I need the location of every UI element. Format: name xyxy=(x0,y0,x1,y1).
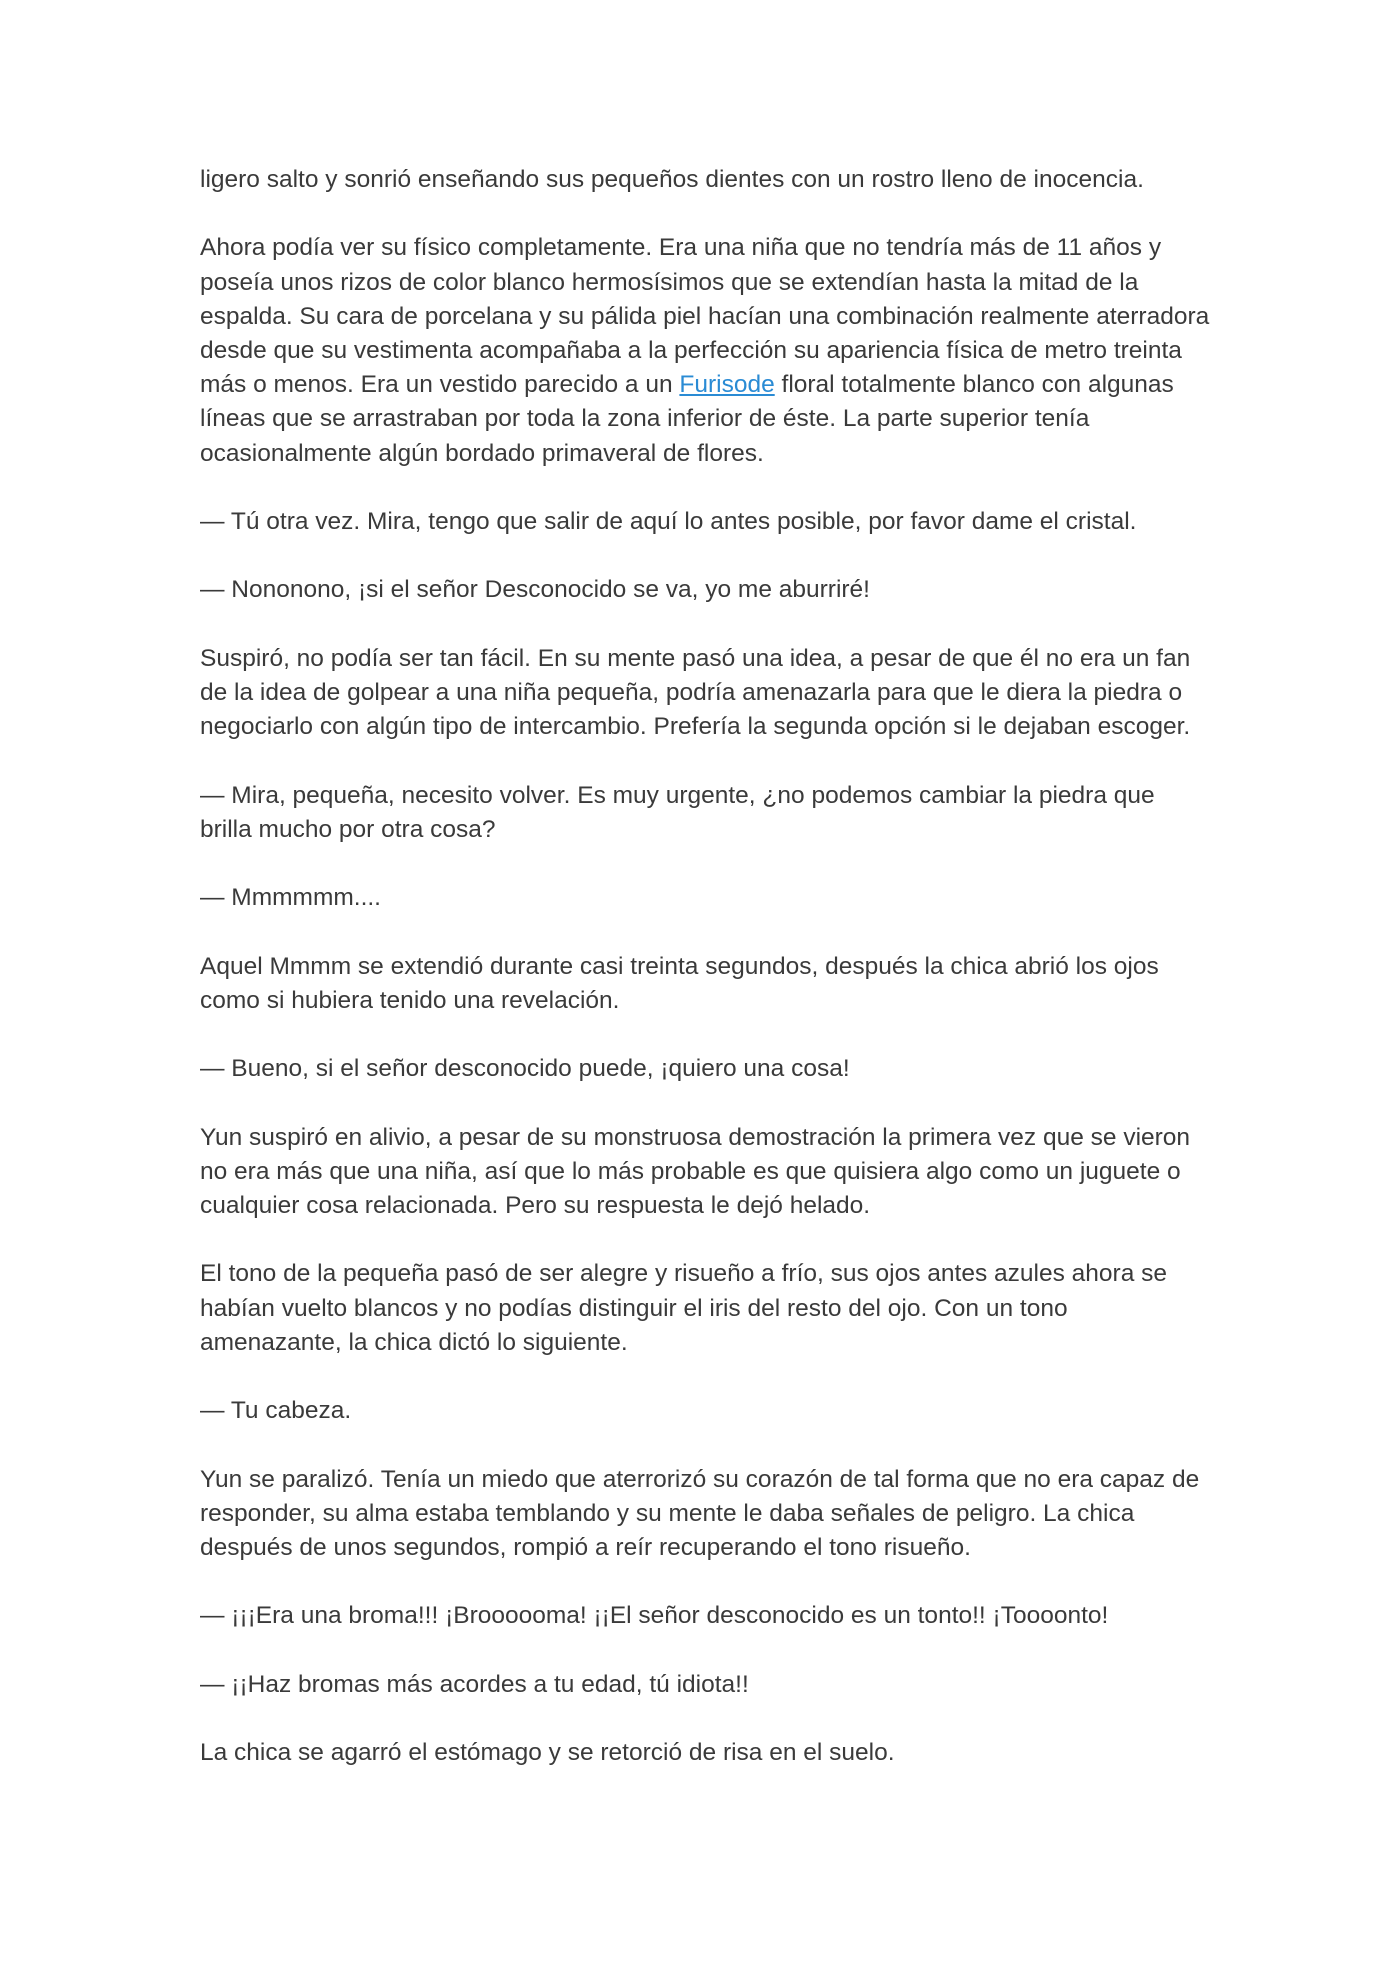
dialogue-line: — Tu cabeza. xyxy=(200,1397,352,1425)
paragraph-intro: ligero salto y sonrió enseñando sus pequeños dientes con un rostro lleno de inocencia. xyxy=(200,166,1144,193)
paragraph: Yun suspiró en alivio, a pesar de su monstruosa demostración la primera vez que se vieron no era más que una niña, así que lo más probable es que quisiera algo como un juguete o cualquier cosa relacionada. Pero su respuesta le dejó helado. xyxy=(200,1123,1191,1219)
paragraph-text: Ahora podía ver su físico completamente. Era una niña que no tendría más de 11 años y poseía unos rizos de color blanco hermosísimos que se extendían hasta la mitad de la espalda. Su cara de porcelana y su pálida piel hacían una combinación realmente aterradora desde que su vestimenta acompañaba a la perfección su apariencia física de metro treinta más o menos. Era un vestido parecido a un xyxy=(200,234,1210,399)
dialogue-line: — Nononono, ¡si el señor Desconocido se va, yo me aburriré! xyxy=(200,576,870,604)
paragraph: Yun se paralizó. Tenía un miedo que aterrorizó su corazón de tal forma que no era capaz de responder, su alma estaba temblando y su mente le daba señales de peligro. La chica después de unos segundos, rompió a reír recuperando el tono risueño. xyxy=(200,1465,1200,1561)
paragraph-text: floral totalmente blanco con algunas líneas que se arrastraban por toda la zona inferior de éste. La parte superior tenía ocasionalmente algún bordado primaveral de flores. xyxy=(200,371,1174,467)
paragraph-description xyxy=(200,231,1210,470)
furisode-link[interactable]: Furisode xyxy=(679,371,775,399)
paragraph: Aquel Mmmm se extendió durante casi treinta segundos, después la chica abrió los ojos como si hubiera tenido una revelación. xyxy=(200,952,1159,1014)
dialogue-line: — ¡¡¡Era una broma!!! ¡Broooooma! ¡¡El señor desconocido es un tonto!! ¡Toooonto! xyxy=(200,1602,1109,1630)
paragraph: La chica se agarró el estómago y se retorció de risa en el suelo. xyxy=(200,1739,895,1767)
paragraph: El tono de la pequeña pasó de ser alegre y risueño a frío, sus ojos antes azules ahora se habían vuelto blancos y no podías distinguir el iris del resto del ojo. Con un tono amenazante, la chica dictó lo siguiente. xyxy=(200,1260,1168,1356)
dialogue-line: — Mmmmmm.... xyxy=(200,884,381,912)
dialogue-line: — Bueno, si el señor desconocido puede, ¡quiero una cosa! xyxy=(200,1055,850,1083)
dialogue-line: — Mira, pequeña, necesito volver. Es muy urgente, ¿no podemos cambiar la piedra que brilla mucho por otra cosa? xyxy=(200,781,1155,843)
dialogue-line: — Tú otra vez. Mira, tengo que salir de aquí lo antes posible, por favor dame el cristal. xyxy=(200,508,1137,535)
document-body xyxy=(200,163,1210,1805)
dialogue-line: — ¡¡Haz bromas más acordes a tu edad, tú idiota!! xyxy=(200,1670,749,1698)
paragraph: Suspiró, no podía ser tan fácil. En su mente pasó una idea, a pesar de que él no era un fan de la idea de golpear a una niña pequeña, podría amenazarla para que le diera la piedra o negociarlo con algún tipo de intercambio. Prefería la segunda opción si le dejaban escoger. xyxy=(200,644,1191,741)
